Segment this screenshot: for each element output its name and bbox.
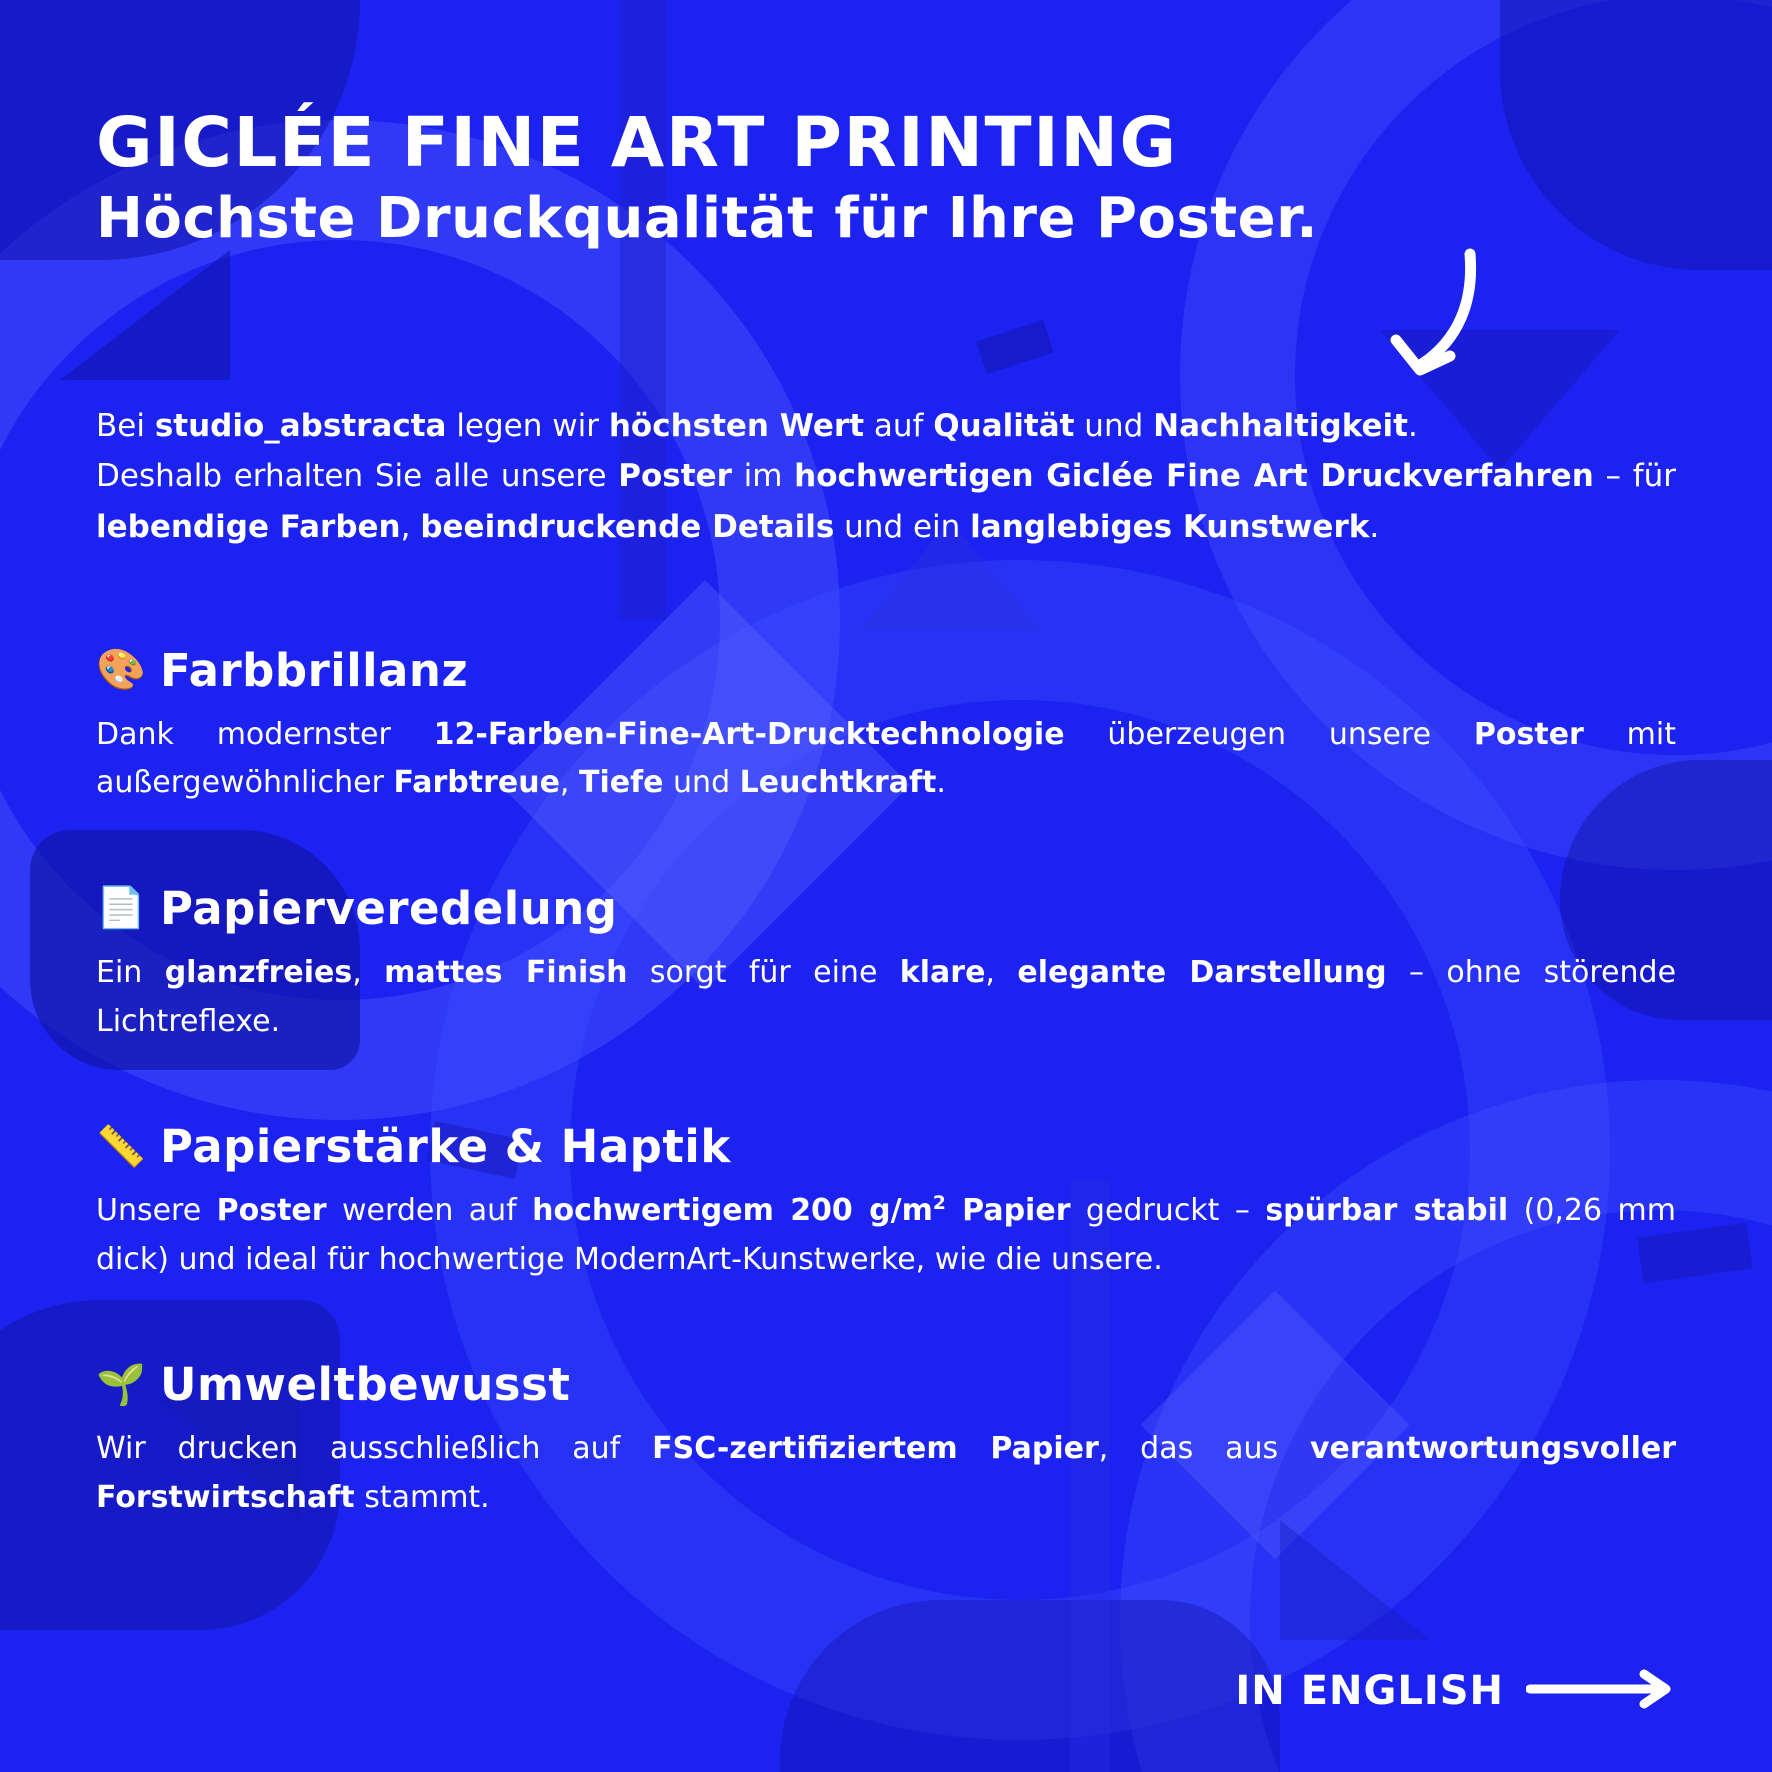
intro-paragraph <box>96 401 1676 552</box>
feature-section-title: Papierstärke & Haptik <box>160 1120 731 1174</box>
superscript: 2 <box>932 1193 946 1215</box>
feature-section <box>96 644 1676 808</box>
feature-text-fragment: Papier <box>945 1193 1071 1229</box>
feature-section <box>96 882 1676 1046</box>
seedling-icon: 🌱 <box>96 1362 146 1407</box>
feature-text-fragment: Leuchtkraft <box>739 765 937 801</box>
intro-text-3: auf <box>864 408 934 445</box>
intro-bold-6: lebendige Farben <box>96 508 401 545</box>
feature-text-fragment: , <box>352 954 385 990</box>
curved-arrow-down-icon <box>1362 248 1482 388</box>
feature-text-fragment: sorgt für eine <box>627 954 900 990</box>
feature-text-fragment: Wir drucken ausschließlich auf <box>96 1431 653 1467</box>
feature-section-body <box>96 1425 1676 1522</box>
intro-text-7: im <box>731 458 795 495</box>
feature-text-fragment: FSC-zertifiziertem Papier <box>652 1431 1099 1467</box>
feature-text-fragment: 12-Farben-Fine-Art-Drucktechnologie <box>433 716 1065 752</box>
feature-text-fragment: mit außergewöhnlicher <box>96 716 1677 801</box>
intro-text-6: Deshalb erhalten Sie alle unsere <box>96 458 619 495</box>
feature-text-fragment: , <box>985 954 1018 990</box>
intro-bold-7: beeindruckende Details <box>420 508 835 545</box>
feature-section-header <box>96 644 1676 697</box>
intro-text-2: legen wir <box>446 408 609 445</box>
feature-text-fragment: stammt. <box>354 1479 490 1515</box>
feature-text-fragment: Poster <box>216 1193 327 1229</box>
intro-bold-5: hochwertigen Giclée Fine Art Druckverfahren <box>794 458 1594 495</box>
feature-text-fragment: Dank modernster <box>96 716 434 752</box>
intro-bold-2: Qualität <box>933 408 1075 445</box>
feature-section-body <box>96 949 1676 1046</box>
feature-section-header <box>96 1120 1676 1173</box>
feature-text-fragment: gedruckt – <box>1070 1193 1266 1229</box>
feature-section-header <box>96 882 1676 935</box>
intro-bold-3: Nachhaltigkeit <box>1153 408 1408 445</box>
intro-text-4: und <box>1074 408 1154 445</box>
feature-text-fragment: elegante Darstellung <box>1017 954 1387 990</box>
feature-text-fragment: glanzfreies <box>164 954 353 990</box>
feature-text-fragment: und <box>663 765 740 801</box>
document-icon: 📄 <box>96 886 146 931</box>
feature-text-fragment: überzeugen unsere <box>1064 716 1474 752</box>
feature-section <box>96 1358 1676 1522</box>
page-subtitle: Höchste Druckqualität für Ihre Poster. <box>96 186 1318 252</box>
page-title: GICLÉE FINE ART PRINTING <box>96 103 1178 183</box>
cta-label: IN ENGLISH <box>1235 1668 1504 1714</box>
intro-text-9: , <box>400 508 421 545</box>
feature-section <box>96 1120 1676 1284</box>
feature-text-fragment: verantwortungsvoller Forstwirtschaft <box>96 1431 1676 1515</box>
feature-section-header <box>96 1358 1676 1411</box>
ruler-icon: 📏 <box>96 1124 146 1169</box>
feature-text-fragment: – ohne störende Lichtreflexe. <box>96 954 1677 1039</box>
feature-text-fragment: , das aus <box>1098 1431 1310 1467</box>
intro-text-11: . <box>1369 508 1380 545</box>
feature-text-fragment: (0,26 mm dick) und ideal für hochwertige ModernArt-Kunstwerke, wie die unsere. <box>96 1193 1676 1277</box>
feature-text-fragment: hochwertigem 200 $g/m^2$ <box>532 1193 946 1229</box>
feature-text-fragment: Poster <box>1473 716 1584 752</box>
feature-sections <box>96 644 1676 1523</box>
feature-text-fragment: Tiefe <box>579 765 664 801</box>
palette-icon: 🎨 <box>96 648 146 693</box>
in-english-link[interactable] <box>1235 1668 1676 1714</box>
intro-bold-8: langlebiges Kunstwerk <box>970 508 1370 545</box>
brand-name: studio_abstracta <box>154 408 447 445</box>
feature-text-fragment: . <box>936 765 946 801</box>
intro-text-10: und ein <box>834 508 971 545</box>
feature-text-fragment: Farbtreue <box>393 765 560 801</box>
intro-text-8: – für <box>1593 458 1676 495</box>
feature-section-title: Papierveredelung <box>160 881 618 935</box>
feature-text-fragment: mattes Finish <box>384 954 628 990</box>
feature-section-body <box>96 711 1676 808</box>
intro-text-5: . <box>1407 408 1418 445</box>
feature-text-fragment: werden auf <box>326 1193 533 1229</box>
feature-section-title: Umweltbewusst <box>160 1358 571 1412</box>
feature-section-body <box>96 1187 1676 1284</box>
arrow-right-icon <box>1526 1669 1676 1714</box>
intro-bold-1: höchsten Wert <box>608 408 865 445</box>
feature-text-fragment: Unsere <box>96 1193 217 1229</box>
feature-section-title: Farbbrillanz <box>160 643 469 697</box>
feature-text-fragment: spürbar stabil <box>1265 1193 1509 1229</box>
feature-text-fragment: klare <box>899 954 986 990</box>
intro-bold-4: Poster <box>618 458 732 495</box>
feature-text-fragment: , <box>559 765 579 801</box>
intro-text-1: Bei <box>96 408 155 445</box>
feature-text-fragment: Ein <box>96 954 165 990</box>
